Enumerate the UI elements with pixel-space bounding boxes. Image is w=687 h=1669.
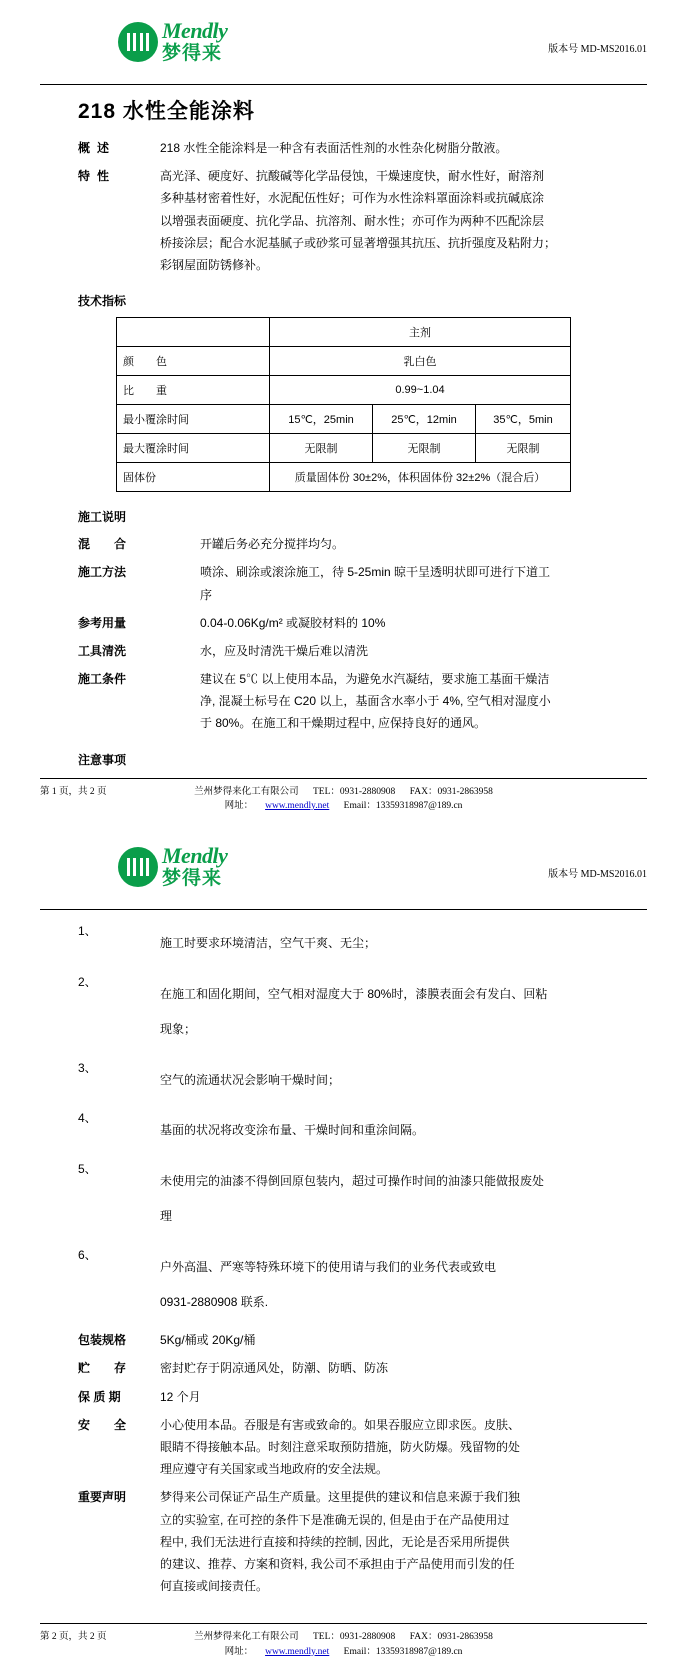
spec-text xyxy=(160,1486,647,1597)
spec-line: 理应遵守有关国家或当地政府的安全法规。 xyxy=(160,1462,389,1477)
version-label: 版本号 MD-MS2016.01 xyxy=(548,44,647,55)
footer-fax: FAX：0931-2863958 xyxy=(409,786,493,797)
numbered-item-text xyxy=(160,1244,647,1326)
page-number: 第 2 页，共 2 页 xyxy=(40,1632,107,1643)
numbered-item-line: 0931-2880908 联系. xyxy=(160,1294,269,1309)
logo-text xyxy=(162,20,227,63)
table-cell: 无限制 xyxy=(476,434,571,463)
company-logo xyxy=(118,845,227,888)
footer-web-label: 网址： xyxy=(224,1646,254,1657)
spec-row-safety xyxy=(40,1414,647,1481)
table-row xyxy=(117,405,571,434)
construction-line: 喷涂、刷涂或滚涂施工，待 5-25min 晾干呈透明状即可进行下道工 xyxy=(200,565,551,580)
table-row-label: 最大覆涂时间 xyxy=(117,434,270,463)
spec-line: 的建议、推荐、方案和资料, 我公司不承担由于产品使用而引发的任 xyxy=(160,1556,515,1571)
table-row-label: 最小覆涂时间 xyxy=(117,405,270,434)
table-row xyxy=(117,318,571,347)
spec-text xyxy=(160,1329,647,1351)
spec-row-disclaimer xyxy=(40,1486,647,1597)
construction-row-cleaning xyxy=(40,640,647,662)
table-header-main: 主剂 xyxy=(270,318,571,347)
tech-spec-heading: 技术指标 xyxy=(78,294,127,309)
footer-line-1 xyxy=(40,1630,647,1644)
table-cell: 乳白色 xyxy=(270,347,571,376)
overview-label: 概述 xyxy=(78,141,117,155)
logo-mark-icon xyxy=(118,22,158,62)
spec-line: 何直接或间接责任。 xyxy=(160,1579,269,1594)
features-line: 以增强表面硬度、抗化学品、抗溶剂、耐水性；亦可作为两种不匹配涂层 xyxy=(160,213,545,228)
construction-row-conditions xyxy=(40,668,647,735)
construction-line: 序 xyxy=(200,587,213,602)
brand-name-en: Mendly xyxy=(162,843,228,869)
numbered-item xyxy=(40,1244,647,1326)
brand-name-cn: 梦得来 xyxy=(162,868,223,890)
features-line: 多种基材密着性好，水泥配伍性好；可作为水性涂料罩面涂料或抗碱底涂 xyxy=(160,191,545,206)
table-row-label: 固体份 xyxy=(117,463,270,492)
page-header xyxy=(40,843,647,905)
brand-name-en: Mendly xyxy=(162,18,228,43)
construction-row-method xyxy=(40,561,647,605)
company-logo xyxy=(118,20,227,63)
spec-label: 保 质 期 xyxy=(78,1389,121,1404)
page-title: 218 水性全能涂料 xyxy=(78,100,255,123)
footer-website-link[interactable]: www.mendly.net xyxy=(265,1646,330,1657)
overview-row xyxy=(40,137,647,159)
numbered-item-line: 未使用完的油漆不得倒回原包装内，超过可操作时间的油漆只能做报废处 xyxy=(160,1174,545,1189)
construction-label: 混 合 xyxy=(78,537,127,552)
construction-label: 施工方法 xyxy=(78,565,127,580)
spec-text xyxy=(160,1414,647,1481)
spec-row-storage xyxy=(40,1357,647,1379)
numbered-item-number: 3、 xyxy=(78,1060,97,1075)
construction-line: 建议在 5℃ 以上使用本品，为避免水汽凝结，要求施工基面干燥洁 xyxy=(200,672,550,687)
numbered-item xyxy=(40,1107,647,1154)
spec-line: 梦得来公司保证产品生产质量。这里提供的建议和信息来源于我们独 xyxy=(160,1490,521,1505)
table-row-label: 比 重 xyxy=(117,376,270,405)
table-row xyxy=(117,434,571,463)
numbered-item-text xyxy=(160,1158,647,1240)
construction-text xyxy=(200,533,647,555)
page-number: 第 1 页，共 2 页 xyxy=(40,786,107,797)
construction-line: 0.04-0.06Kg/m² 或凝胶材料的 10% xyxy=(200,615,386,630)
table-row xyxy=(117,347,571,376)
footer-website-link[interactable]: www.mendly.net xyxy=(265,800,330,811)
construction-line: 净, 混凝土标号在 C20 以上，基面含水率小于 4%, 空气相对湿度小 xyxy=(200,694,551,709)
numbered-item-line: 户外高温、严寒等特殊环境下的使用请与我们的业务代表或致电 xyxy=(160,1259,497,1274)
numbered-item-number: 6、 xyxy=(78,1247,97,1262)
construction-text xyxy=(200,668,647,735)
numbered-item xyxy=(40,971,647,1053)
spec-text xyxy=(160,1386,647,1408)
footer-line-2 xyxy=(40,799,647,813)
footer-email: Email：13359318987@189.cn xyxy=(343,800,463,811)
table-cell-empty xyxy=(117,318,270,347)
table-row xyxy=(117,463,571,492)
spec-line: 立的实验室, 在可控的条件下是准确无误的, 但是由于在产品使用过 xyxy=(160,1512,510,1527)
numbered-item-line: 现象； xyxy=(160,1021,197,1036)
page-footer xyxy=(40,1630,647,1659)
logo-text xyxy=(162,845,227,888)
numbered-item-text xyxy=(160,971,647,1053)
logo-mark-icon xyxy=(118,847,158,887)
spec-line: 小心使用本品。吞服是有害或致命的。如果吞服应立即求医。皮肤、 xyxy=(160,1417,521,1432)
numbered-item-line: 施工时要求环境清洁，空气干爽、无尘； xyxy=(160,936,377,951)
spec-line: 眼睛不得接触本品。时刻注意采取预防措施，防火防爆。残留物的处 xyxy=(160,1440,521,1455)
numbered-item-text xyxy=(160,1057,647,1104)
table-cell: 35℃，5min xyxy=(476,405,571,434)
features-label: 特性 xyxy=(78,169,117,184)
table-cell: 无限制 xyxy=(373,434,476,463)
table-cell: 0.99~1.04 xyxy=(270,376,571,405)
construction-label: 参考用量 xyxy=(78,615,127,630)
footer-email: Email：13359318987@189.cn xyxy=(343,1646,463,1657)
spec-row-packaging xyxy=(40,1329,647,1351)
footer-fax: FAX：0931-2863958 xyxy=(409,1632,493,1643)
numbered-item-text xyxy=(160,920,647,967)
features-row xyxy=(40,165,647,276)
document-page-1 xyxy=(0,0,687,823)
features-text xyxy=(160,165,647,276)
numbered-item-line: 基面的状况将改变涂布量、干燥时间和重涂间隔。 xyxy=(160,1123,425,1138)
spec-line: 程中, 我们无法进行直接和持续的控制, 因此，无论是否采用所提供 xyxy=(160,1534,510,1549)
table-cell: 15℃，25min xyxy=(270,405,373,434)
table-cell: 25℃，12min xyxy=(373,405,476,434)
spec-line: 密封贮存于阴凉通风处，防潮、防晒、防冻 xyxy=(160,1361,389,1376)
notice-heading: 注意事项 xyxy=(78,752,127,767)
numbered-item-line: 理 xyxy=(160,1208,173,1223)
spec-text xyxy=(160,1357,647,1379)
construction-label: 施工条件 xyxy=(78,672,127,687)
header-divider xyxy=(40,84,647,85)
numbered-item-text xyxy=(160,1107,647,1154)
footer-tel: TEL：0931-2880908 xyxy=(312,1632,396,1643)
construction-label: 工具清洗 xyxy=(78,643,127,658)
spec-label: 包装规格 xyxy=(78,1333,127,1348)
construction-text xyxy=(200,640,647,662)
numbered-item-number: 2、 xyxy=(78,974,97,989)
numbered-item-line: 空气的流通状况会影响干燥时间； xyxy=(160,1072,341,1087)
header-divider xyxy=(40,909,647,910)
footer-content xyxy=(40,785,647,814)
footer-divider xyxy=(40,1623,647,1624)
construction-heading: 施工说明 xyxy=(78,510,127,525)
table-row xyxy=(117,376,571,405)
spec-row-shelf-life xyxy=(40,1386,647,1408)
numbered-item xyxy=(40,1057,647,1104)
spec-line: 5Kg/桶或 20Kg/桶 xyxy=(160,1333,256,1348)
spacer xyxy=(40,1603,647,1613)
footer-tel: TEL：0931-2880908 xyxy=(312,786,396,797)
construction-text xyxy=(200,561,647,605)
construction-text xyxy=(200,612,647,634)
footer-line-2 xyxy=(40,1645,647,1659)
document-page-2 xyxy=(0,823,687,1669)
features-line: 高光泽、硬度好、抗酸碱等化学品侵蚀，干燥速度快，耐水性好，耐溶剂 xyxy=(160,169,545,184)
footer-line-1 xyxy=(40,785,647,799)
construction-line: 开罐后务必充分搅拌均匀。 xyxy=(200,537,345,552)
footer-company: 兰州梦得来化工有限公司 xyxy=(194,786,299,797)
numbered-item xyxy=(40,1158,647,1240)
table-cell: 质量固体份 30±2%，体积固体份 32±2%（混合后） xyxy=(270,463,571,492)
footer-divider xyxy=(40,778,647,779)
spec-label: 贮 存 xyxy=(78,1361,127,1376)
spec-table xyxy=(116,317,571,492)
construction-line: 水，应及时清洗干燥后难以清洗 xyxy=(200,643,369,658)
page-header xyxy=(40,18,647,80)
numbered-item-number: 5、 xyxy=(78,1162,97,1177)
table-row-label: 颜 色 xyxy=(117,347,270,376)
spec-line: 12 个月 xyxy=(160,1389,201,1404)
brand-name-cn: 梦得来 xyxy=(162,43,223,64)
table-cell: 无限制 xyxy=(270,434,373,463)
features-line: 桥接涂层；配合水泥基腻子或砂浆可显著增强其抗压、抗折强度及粘附力； xyxy=(160,235,557,250)
construction-row-usage xyxy=(40,612,647,634)
page-footer xyxy=(40,785,647,814)
construction-line: 于 80%。在施工和干燥期过程中, 应保持良好的通风。 xyxy=(200,716,487,731)
features-line: 彩钢屋面防锈修补。 xyxy=(160,257,269,272)
footer-company: 兰州梦得来化工有限公司 xyxy=(194,1632,299,1643)
overview-text: 218 水性全能涂料是一种含有表面活性剂的水性杂化树脂分散液。 xyxy=(160,141,508,155)
spec-label: 安 全 xyxy=(78,1417,127,1432)
footer-web-label: 网址： xyxy=(224,800,254,811)
version-label: 版本号 MD-MS2016.01 xyxy=(548,869,647,881)
spec-label: 重要声明 xyxy=(78,1490,127,1505)
numbered-item-line: 在施工和固化期间，空气相对湿度大于 80%时，漆膜表面会有发白、回粘 xyxy=(160,986,548,1001)
numbered-item-number: 1、 xyxy=(78,924,97,939)
numbered-item-number: 4、 xyxy=(78,1111,97,1126)
numbered-item xyxy=(40,920,647,967)
construction-row-mix xyxy=(40,533,647,555)
footer-content xyxy=(40,1630,647,1659)
